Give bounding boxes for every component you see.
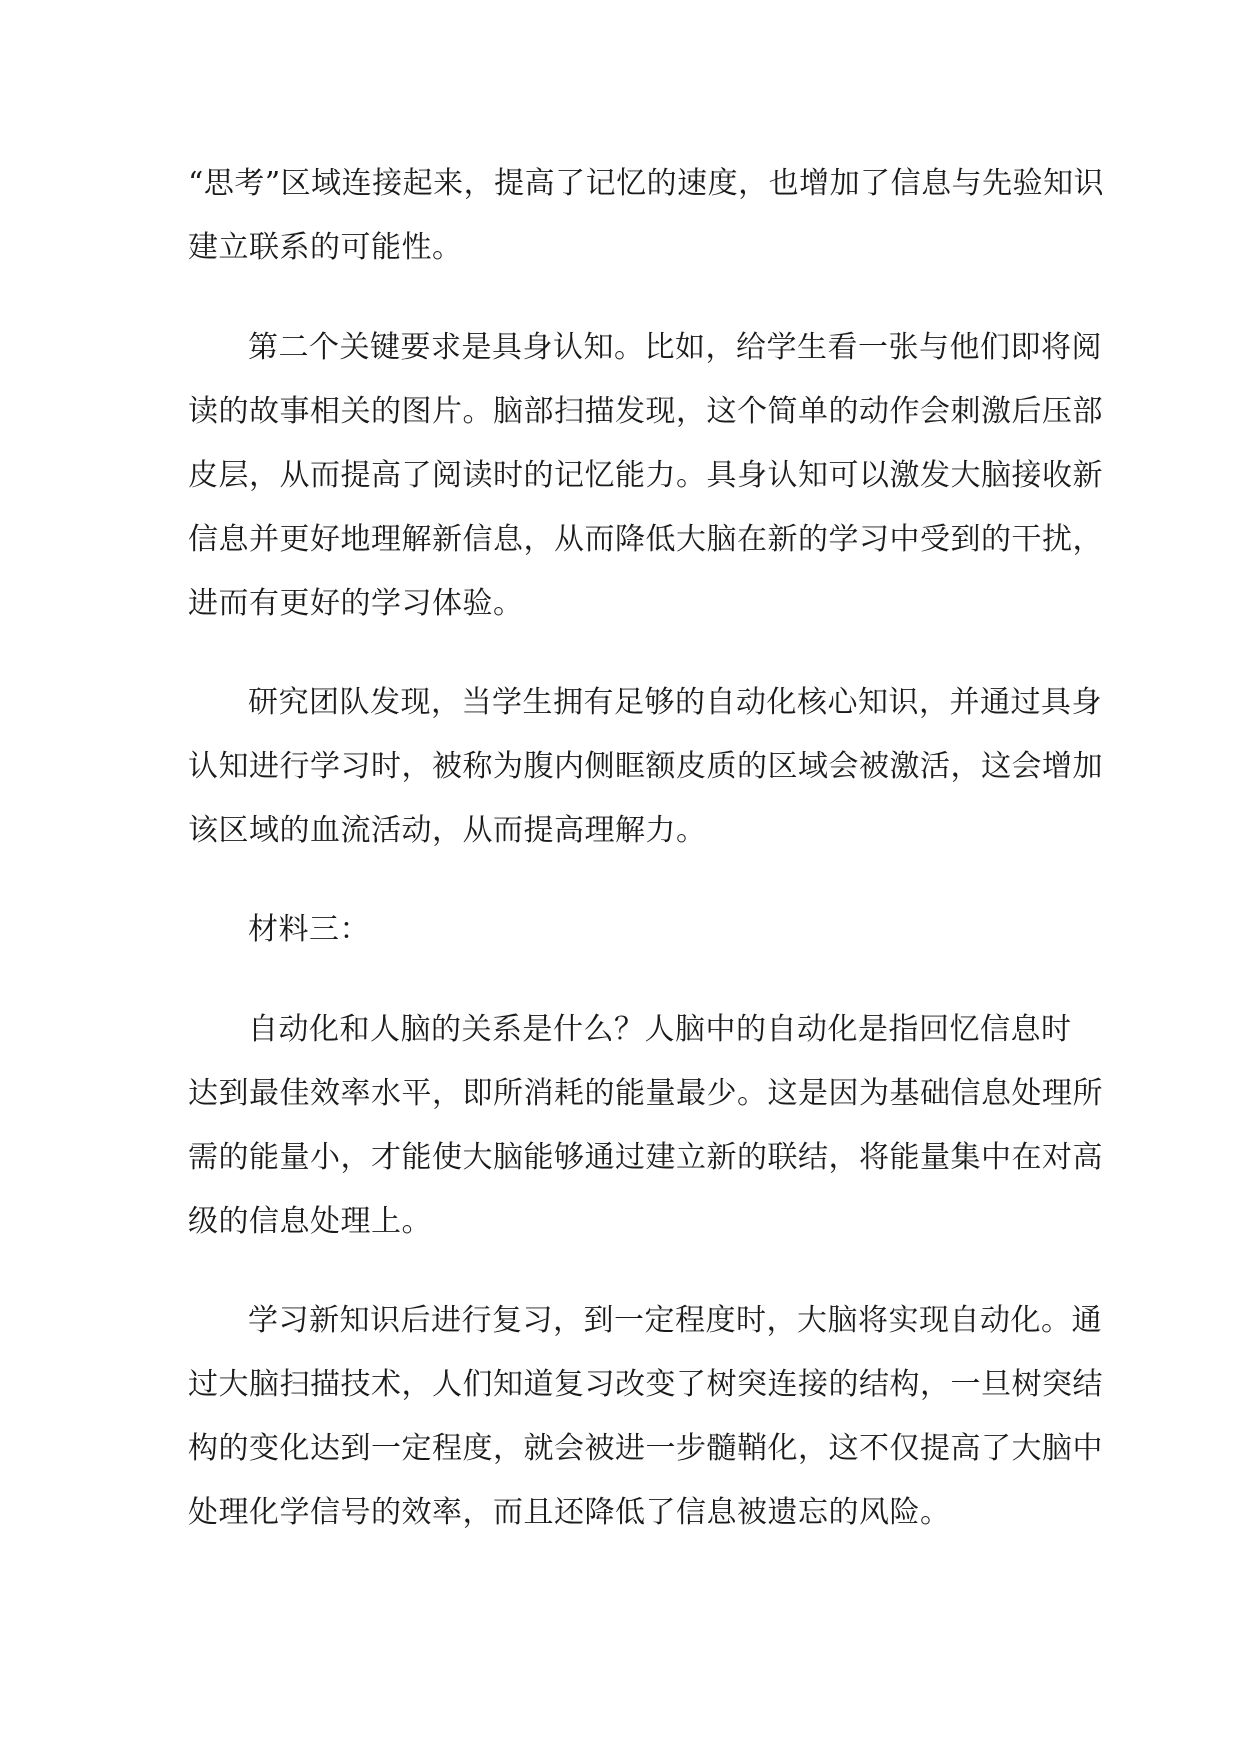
text-line: 研究团队发现，当学生拥有足够的自动化核心知识，并通过具身: [248, 685, 1102, 720]
text-line: 信息并更好地理解新信息，从而降低大脑在新的学习中受到的干扰，: [188, 522, 1103, 557]
text-line: 建立联系的可能性。: [188, 230, 463, 265]
text-line: “思考”区域连接起来，提高了记忆的速度，也增加了信息与先验知识: [188, 166, 1105, 201]
text-line: 处理化学信号的效率，而且还降低了信息被遗忘的风险。: [188, 1495, 951, 1530]
text-line: 过大脑扫描技术，人们知道复习改变了树突连接的结构，一旦树突结: [188, 1367, 1103, 1402]
text-line: 学习新知识后进行复习，到一定程度时，大脑将实现自动化。通: [248, 1303, 1102, 1338]
text-line: 进而有更好的学习体验。: [188, 586, 524, 621]
text-line: 构的变化达到一定程度，就会被进一步髓鞘化，这不仅提高了大脑中: [188, 1431, 1103, 1466]
text-line: 达到最佳效率水平，即所消耗的能量最少。这是因为基础信息处理所: [188, 1076, 1103, 1111]
text-line: 需的能量小，才能使大脑能够通过建立新的联结，将能量集中在对高: [188, 1140, 1103, 1175]
section-heading: 材料三：: [248, 912, 370, 947]
text-line: 自动化和人脑的关系是什么？人脑中的自动化是指回忆信息时: [248, 1012, 1072, 1047]
text-line: 读的故事相关的图片。脑部扫描发现，这个简单的动作会刺激后压部: [188, 394, 1103, 429]
text-line: 该区域的血流活动，从而提高理解力。: [188, 813, 707, 848]
text-line: 认知进行学习时，被称为腹内侧眶额皮质的区域会被激活，这会增加: [188, 749, 1103, 784]
text-line: 级的信息处理上。: [188, 1204, 432, 1239]
text-line: 皮层，从而提高了阅读时的记忆能力。具身认知可以激发大脑接收新: [188, 458, 1103, 493]
text-line: 第二个关键要求是具身认知。比如，给学生看一张与他们即将阅: [248, 330, 1102, 365]
